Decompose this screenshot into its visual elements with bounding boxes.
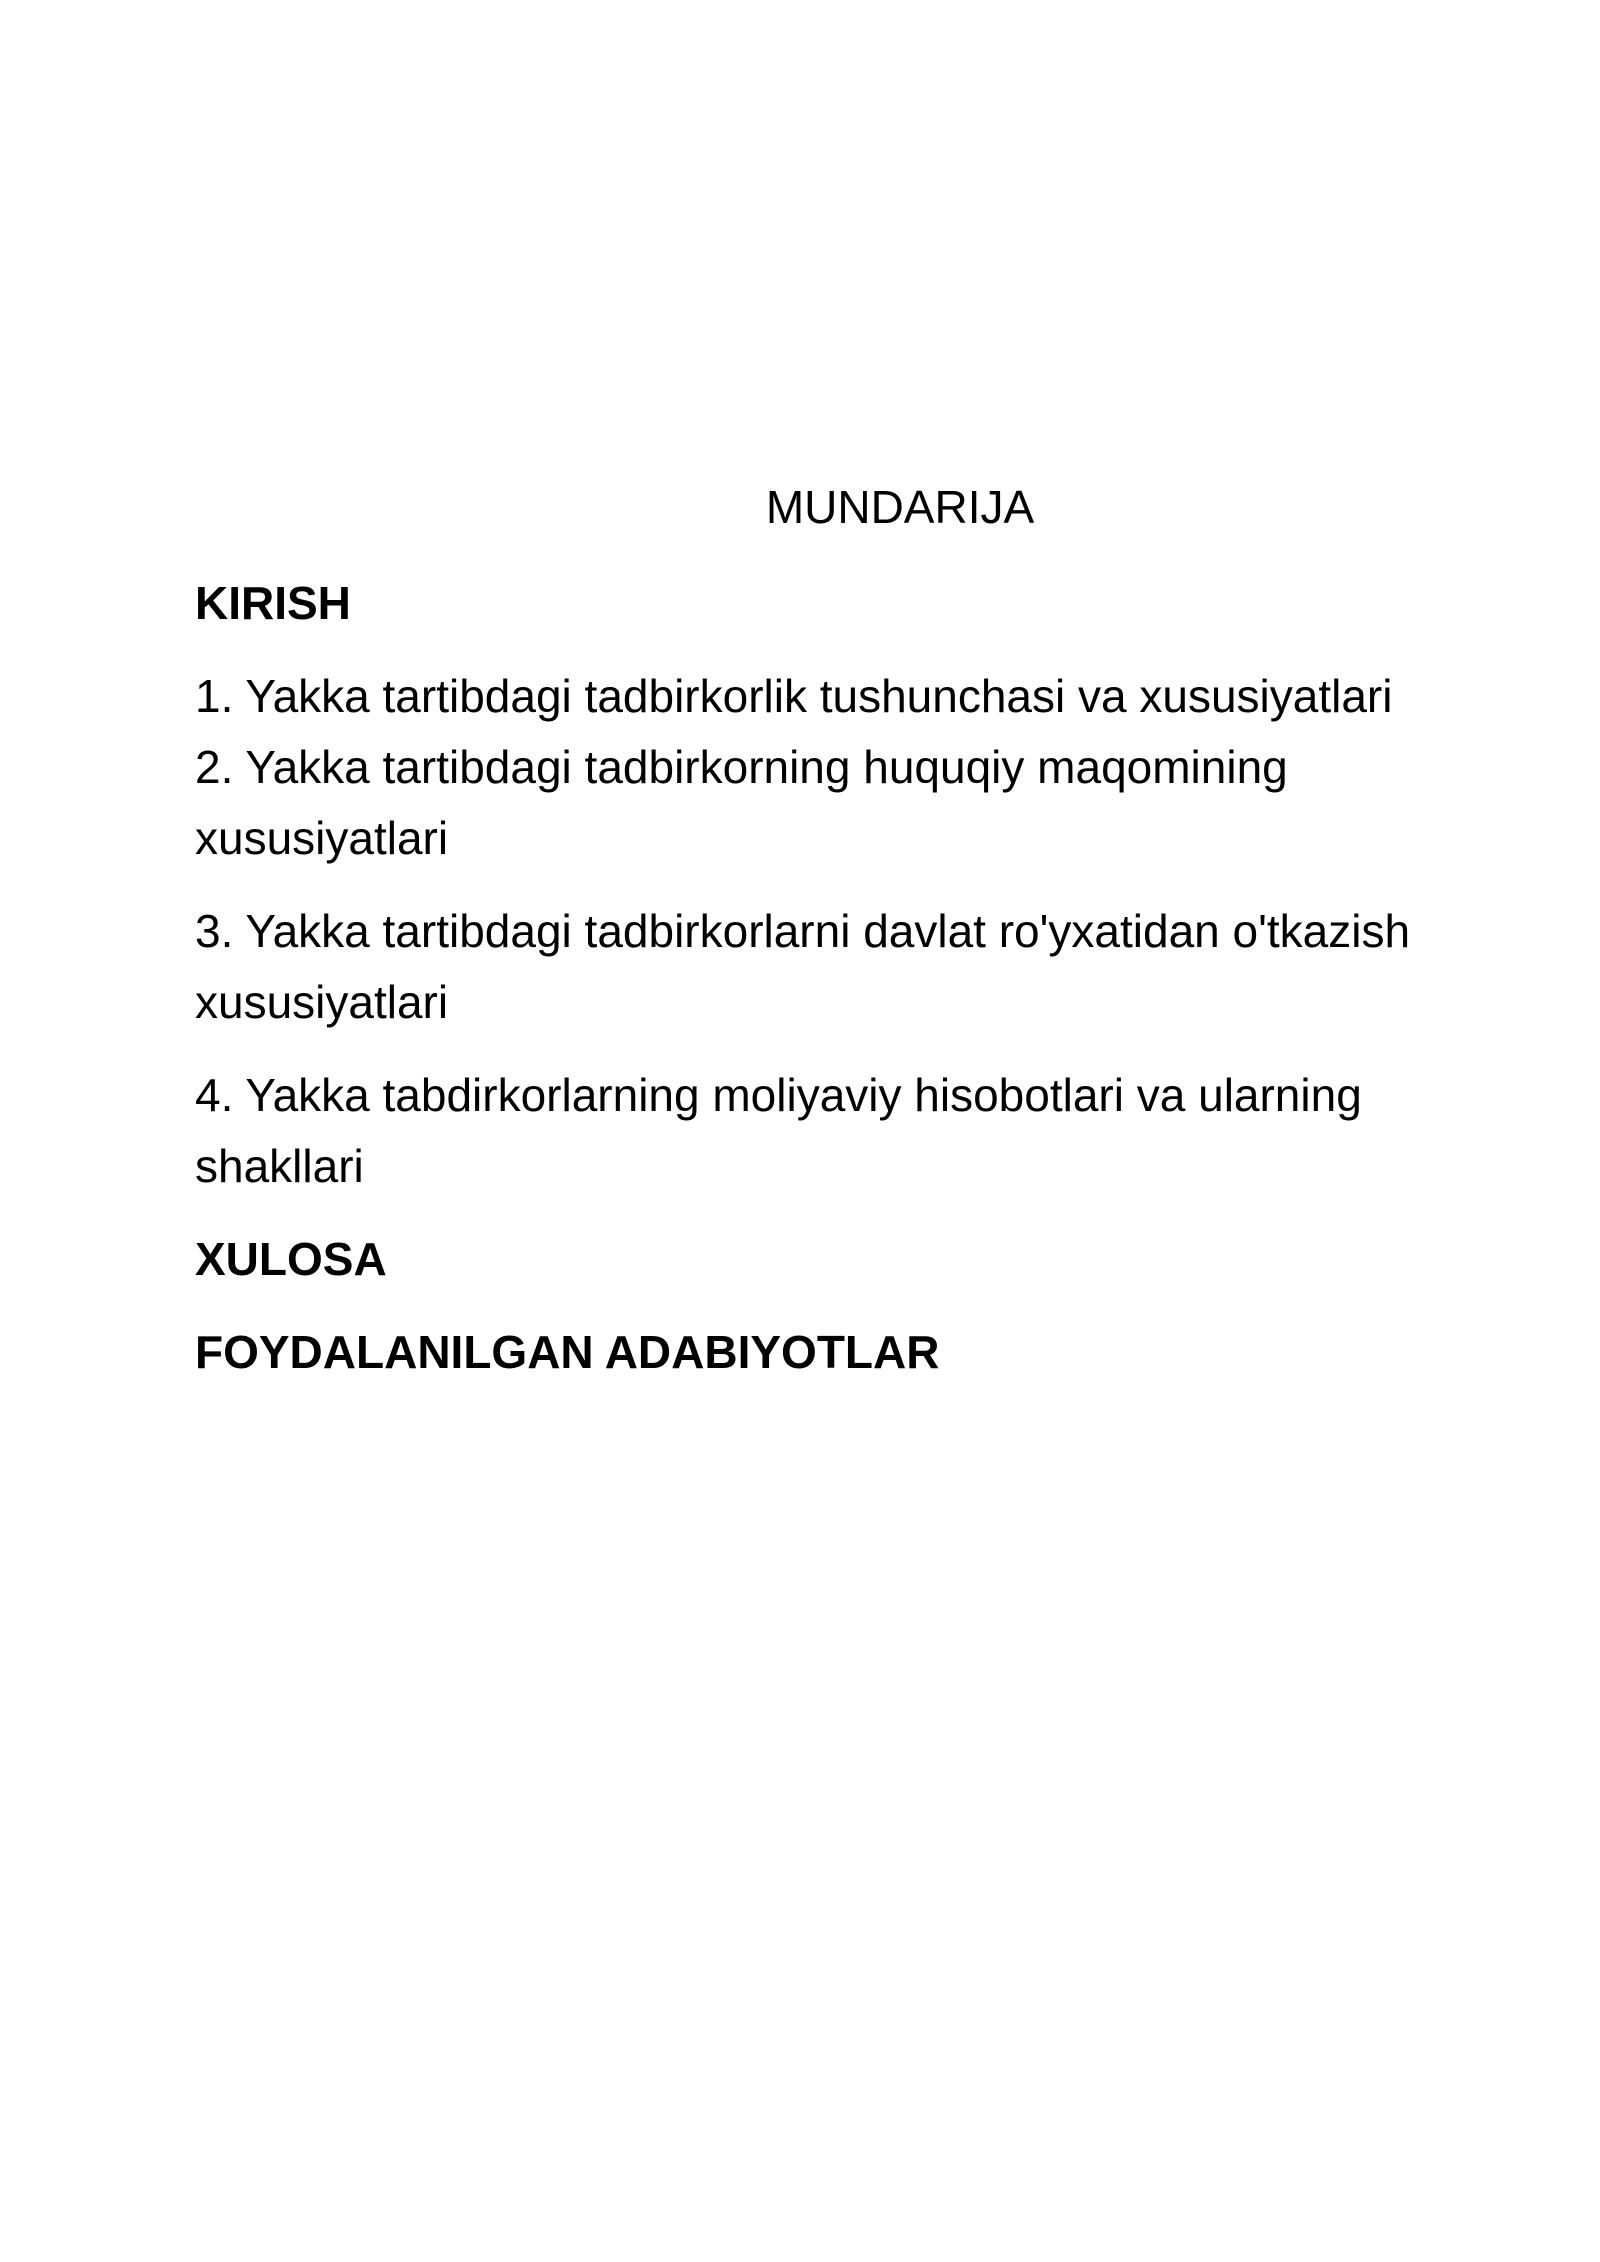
table-of-contents	[195, 476, 1425, 1410]
toc-entry-chapter-3: 3. Yakka tartibdagi tadbirkorlarni davlat ro'yxatidan o'tkazish xususiyatlari	[195, 905, 1411, 1028]
toc-title: MUNDARIJA	[765, 481, 1035, 533]
toc-entry-introduction: KIRISH	[195, 577, 351, 629]
toc-entry-references: FOYDALANILGAN ADABIYOTLAR	[195, 1326, 940, 1378]
toc-entry-conclusion: XULOSA	[195, 1233, 387, 1285]
toc-entry-chapter-4: 4. Yakka tabdirkorlarning moliyaviy hisobotlari va ularning shakllari	[195, 1069, 1362, 1192]
toc-entry-chapter-1: 1. Yakka tartibdagi tadbirkorlik tushunchasi va xususiyatlari	[195, 670, 1393, 722]
toc-entry-chapter-2: 2. Yakka tartibdagi tadbirkorning huquqiy maqomining xususiyatlari	[195, 741, 1288, 864]
